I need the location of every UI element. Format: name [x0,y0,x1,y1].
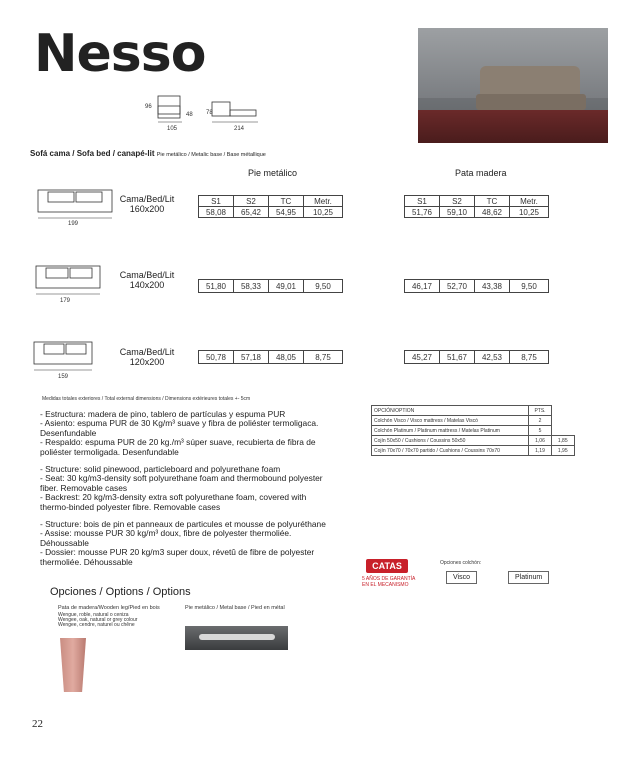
header-metal: Pie metálico [248,168,298,178]
sofa-diagram-160 [36,188,116,222]
catas-logo: CATAS [366,559,408,573]
subtitle: Sofá cama / Sofa bed / canapé-lit Pie metálico / Metalic base / Base métallique [30,149,266,158]
wood-leg-line2: Wengee, oak, natural or grey colour [58,617,138,623]
wooden-leg-image [60,638,86,692]
catas-line1: 5 AÑOS DE GARANTÍA [362,576,416,582]
model-label: Cama/Bed/Lit 140x200 [119,270,175,290]
sofa-width: 199 [68,221,79,227]
platinum-option[interactable]: Platinum [508,571,549,584]
sofa-diagram-120 [32,340,98,374]
price-table-metal-140: 51,80 58,33 49,01 9,50 [198,279,343,293]
dim-w1: 105 [167,126,178,132]
description-fr: - Structure: bois de pin et panneaux de particules et mousse de polyuréthane - Assise: mousse PUR 30 kg/m³ doux, fibre de polyester thermoliée. Déhoussable - Dossier: mousse PUR 20 kg/m3 super doux, révetû de fibre de polyester thermoliée. Déhoussable [40,519,326,567]
description-es: - Estructura: madera de pino, tablero de partículas y espuma PUR - Asiento: espuma PUR de 30 Kg/m³ suave y fibra de poliéster termoligaca. Desenfundable - Respaldo: espuma PUR de 20 kg./m³ súper suave, recubierta de fibra de poliéster termoligada. Desenfundable [40,409,319,457]
dim-h2: 48 [186,112,193,118]
sofa-diagram-140 [34,264,104,298]
model-label: Cama/Bed/Lit 120x200 [119,347,175,367]
product-photo [418,28,608,143]
dimension-diagram [140,92,270,136]
sofa-width: 159 [58,374,69,380]
dims-note: Medidas totales exteriores / Total external dimensions / Dimensions extérieures totales +- 5cm [42,396,251,402]
metal-base-title: Pie metálico / Metal base / Pied en métal [185,605,285,611]
price-table-metal-120: 50,78 57,18 48,05 8,75 [198,350,343,364]
options-table: OPCIÓN/OPTION PTS. Colchón Visco / Visco mattress / Matelas Viscó 2 Colchón Platinum / Platinum mattress / Matelas Platinum 5 Cojín 50x50 / Cushions / Coussins 50x50 1,06 1,85 Cojín 70x70 / 70x70 partido / Cushions / Coussins 70x70 1,19 1,95 [371,405,575,456]
price-table-wood-160: S1 S2 TC Metr. 51,76 59,10 48,62 10,25 [404,195,549,218]
dim-w2: 214 [234,126,245,132]
header-wood: Pata madera [455,168,507,178]
dim-h1: 96 [145,104,152,110]
price-table-wood-140: 46,17 52,70 43,38 9,50 [404,279,549,293]
visco-option[interactable]: Visco [446,571,477,584]
sofa-width: 179 [60,298,71,304]
price-table-metal-160: S1 S2 TC Metr. 58,08 65,42 54,95 10,25 [198,195,343,218]
wood-leg-title: Pata de madera/Wooden leg/Pied en bois [58,605,160,611]
wood-leg-line3: Wengee, cendre, naturel ou chêne [58,622,135,628]
model-label: Cama/Bed/Lit 160x200 [119,194,175,214]
brand-title: Nesso [34,24,206,84]
catas-line2: EN EL MECANISMO [362,582,409,588]
metal-base-image [185,626,288,650]
dim-h3: 78 [206,110,213,116]
description-en: - Structure: solid pinewood, particleboard and polyurethane foam - Seat: 30 kg/m3-density soft polyurethane foam and thermobound polyester fiber. Removable cases - Backrest: 20 kg/m3-density extra soft polyurethane foam, covered with thermo-binded polyester fibre. Removable cases [40,464,323,512]
mattress-label: Opciones colchón: [440,560,482,566]
page-number: 22 [32,718,43,730]
options-title: Opciones / Options / Options [50,586,191,598]
price-table-wood-120: 45,27 51,67 42,53 8,75 [404,350,549,364]
wood-leg-line1: Wengue, roble, natural o ceniza [58,612,129,618]
